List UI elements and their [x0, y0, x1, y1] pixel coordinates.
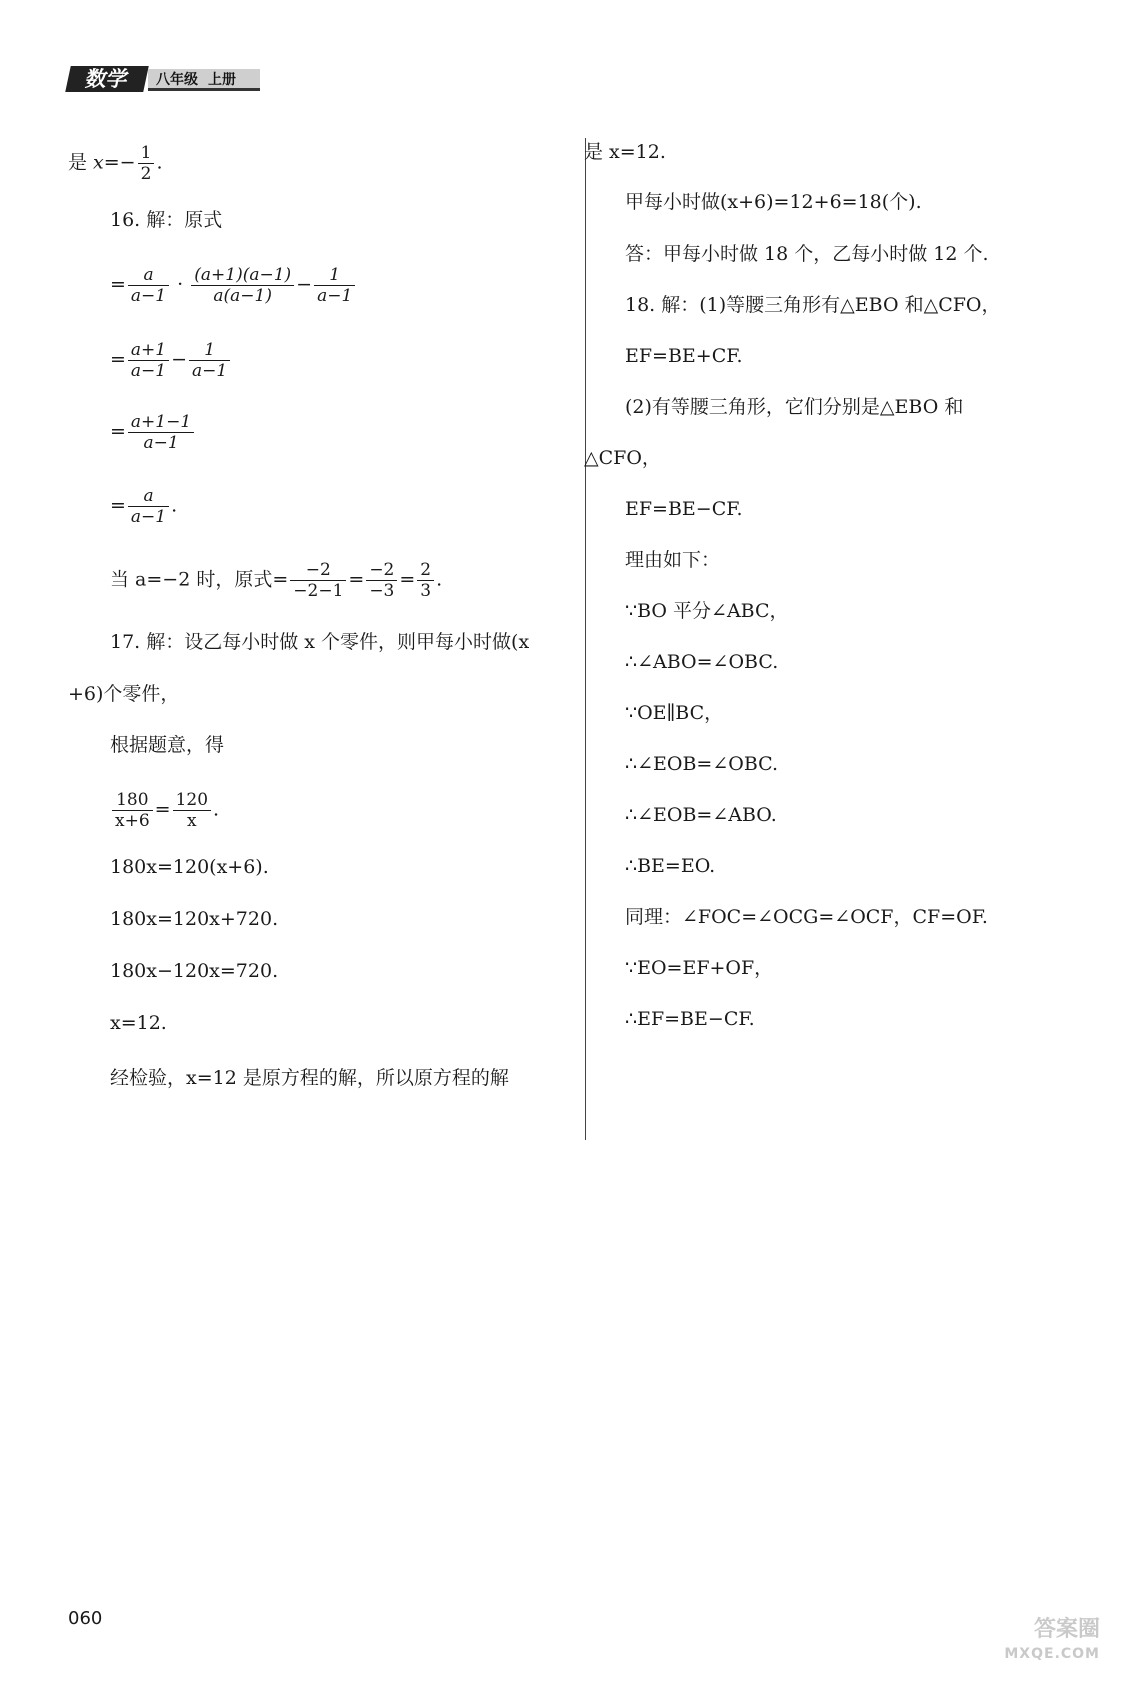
q18-part-2: (2)有等腰三角形，它们分别是△EBO 和: [625, 396, 964, 418]
q18-part-1-relation: EF=BE+CF.: [625, 345, 743, 367]
q16-step-2: = $\frac{a+1}{a-1}$ − $\frac{1}{a-1}$: [110, 340, 232, 381]
fraction: $\frac{1}{a-1}$: [314, 265, 355, 306]
fraction: $\frac{(a+1)(a-1)}{a(a-1)}$: [191, 265, 294, 306]
q18-proof-line-1: ∵BO 平分∠ABC，: [625, 600, 789, 622]
question-17-line-3: 根据题意，得: [110, 734, 225, 756]
header-volume: 上册: [208, 72, 236, 88]
fraction: $\frac{a}{a-1}$: [128, 486, 169, 527]
column-divider: [585, 138, 586, 1140]
question-17-line-1: 17. 解：设乙每小时做 x 个零件，则甲每小时做(x: [110, 631, 530, 653]
q18-part-2-cont: △CFO，: [584, 447, 661, 469]
q18-proof-line-4: ∴∠EOB=∠OBC.: [625, 753, 779, 775]
fraction: $\frac{a+1-1}{a-1}$: [128, 412, 194, 453]
header-grade-label: [148, 69, 260, 91]
q16-substitution: 当 a=−2 时，原式= $\frac{-2}{-2-1}$ = $\frac{-2}{-3}$ = $\frac{2}{3}$ .: [110, 560, 443, 601]
question-18-part-1: 18. 解：(1)等腰三角形有△EBO 和△CFO，: [625, 294, 1001, 316]
fraction: $\frac{-2}{-2-1}$: [290, 560, 346, 601]
q16-step-4: = $\frac{a}{a-1}$ .: [110, 486, 178, 527]
fraction: $\frac{180}{x+6}$: [112, 790, 153, 831]
page-header: [68, 66, 260, 92]
q18-part-2-relation: EF=BE−CF.: [625, 498, 743, 520]
fraction: $\frac{a+1}{a-1}$: [128, 340, 169, 381]
q18-proof-line-9: ∴EF=BE−CF.: [625, 1008, 755, 1030]
q17-answer: 答：甲每小时做 18 个，乙每小时做 12 个.: [625, 243, 989, 265]
q17-step-3: 180x−120x=720.: [110, 960, 279, 982]
q17-equation: $\frac{180}{x+6}$ = $\frac{120}{x}$ .: [110, 790, 219, 831]
q17-step-1: 180x=120(x+6).: [110, 856, 269, 878]
q17-step-2: 180x=120x+720.: [110, 908, 279, 930]
q18-reason-title: 理由如下：: [625, 549, 721, 571]
fraction: $\frac{1}{a-1}$: [189, 340, 230, 381]
q18-proof-line-7: 同理：∠FOC=∠OCG=∠OCF，CF=OF.: [625, 906, 988, 928]
page-number: 060: [68, 1608, 103, 1629]
question-16-title: 16. 解：原式: [110, 209, 223, 231]
fraction: $\frac{120}{x}$: [173, 790, 211, 831]
q18-proof-line-6: ∴BE=EO.: [625, 855, 716, 877]
q18-proof-line-8: ∵EO=EF+OF，: [625, 957, 774, 979]
fraction: $\frac{1}{2}$: [138, 143, 155, 184]
fraction: $\frac{-2}{-3}$: [366, 560, 397, 601]
q16-step-3: = $\frac{a+1-1}{a-1}$: [110, 412, 196, 453]
watermark-logo: 答案圈 MXQE.COM: [1004, 1617, 1100, 1662]
q17-check: 经检验，x=12 是原方程的解，所以原方程的解: [110, 1067, 509, 1089]
fraction: $\frac{a}{a-1}$: [128, 265, 169, 306]
header-grade: 八年级: [156, 72, 198, 88]
header-subject: 数学: [65, 66, 149, 92]
answer-prev-conclusion: 是 x=− $\frac{1}{2}$ .: [68, 143, 163, 184]
q17-conclusion: 是 x=12.: [584, 141, 666, 163]
q18-proof-line-5: ∴∠EOB=∠ABO.: [625, 804, 777, 826]
q17-jia-rate: 甲每小时做(x+6)=12+6=18(个).: [625, 191, 922, 213]
fraction: $\frac{2}{3}$: [417, 560, 434, 601]
q16-step-1: = $\frac{a}{a-1}$ · $\frac{(a+1)(a-1)}{a(a-1)}$ − $\frac{1}{a-1}$: [110, 265, 357, 306]
q18-proof-line-2: ∴∠ABO=∠OBC.: [625, 651, 779, 673]
q17-step-4: x=12.: [110, 1012, 167, 1034]
q18-proof-line-3: ∵OE∥BC，: [625, 702, 724, 724]
question-17-line-2: +6)个零件，: [68, 683, 180, 705]
